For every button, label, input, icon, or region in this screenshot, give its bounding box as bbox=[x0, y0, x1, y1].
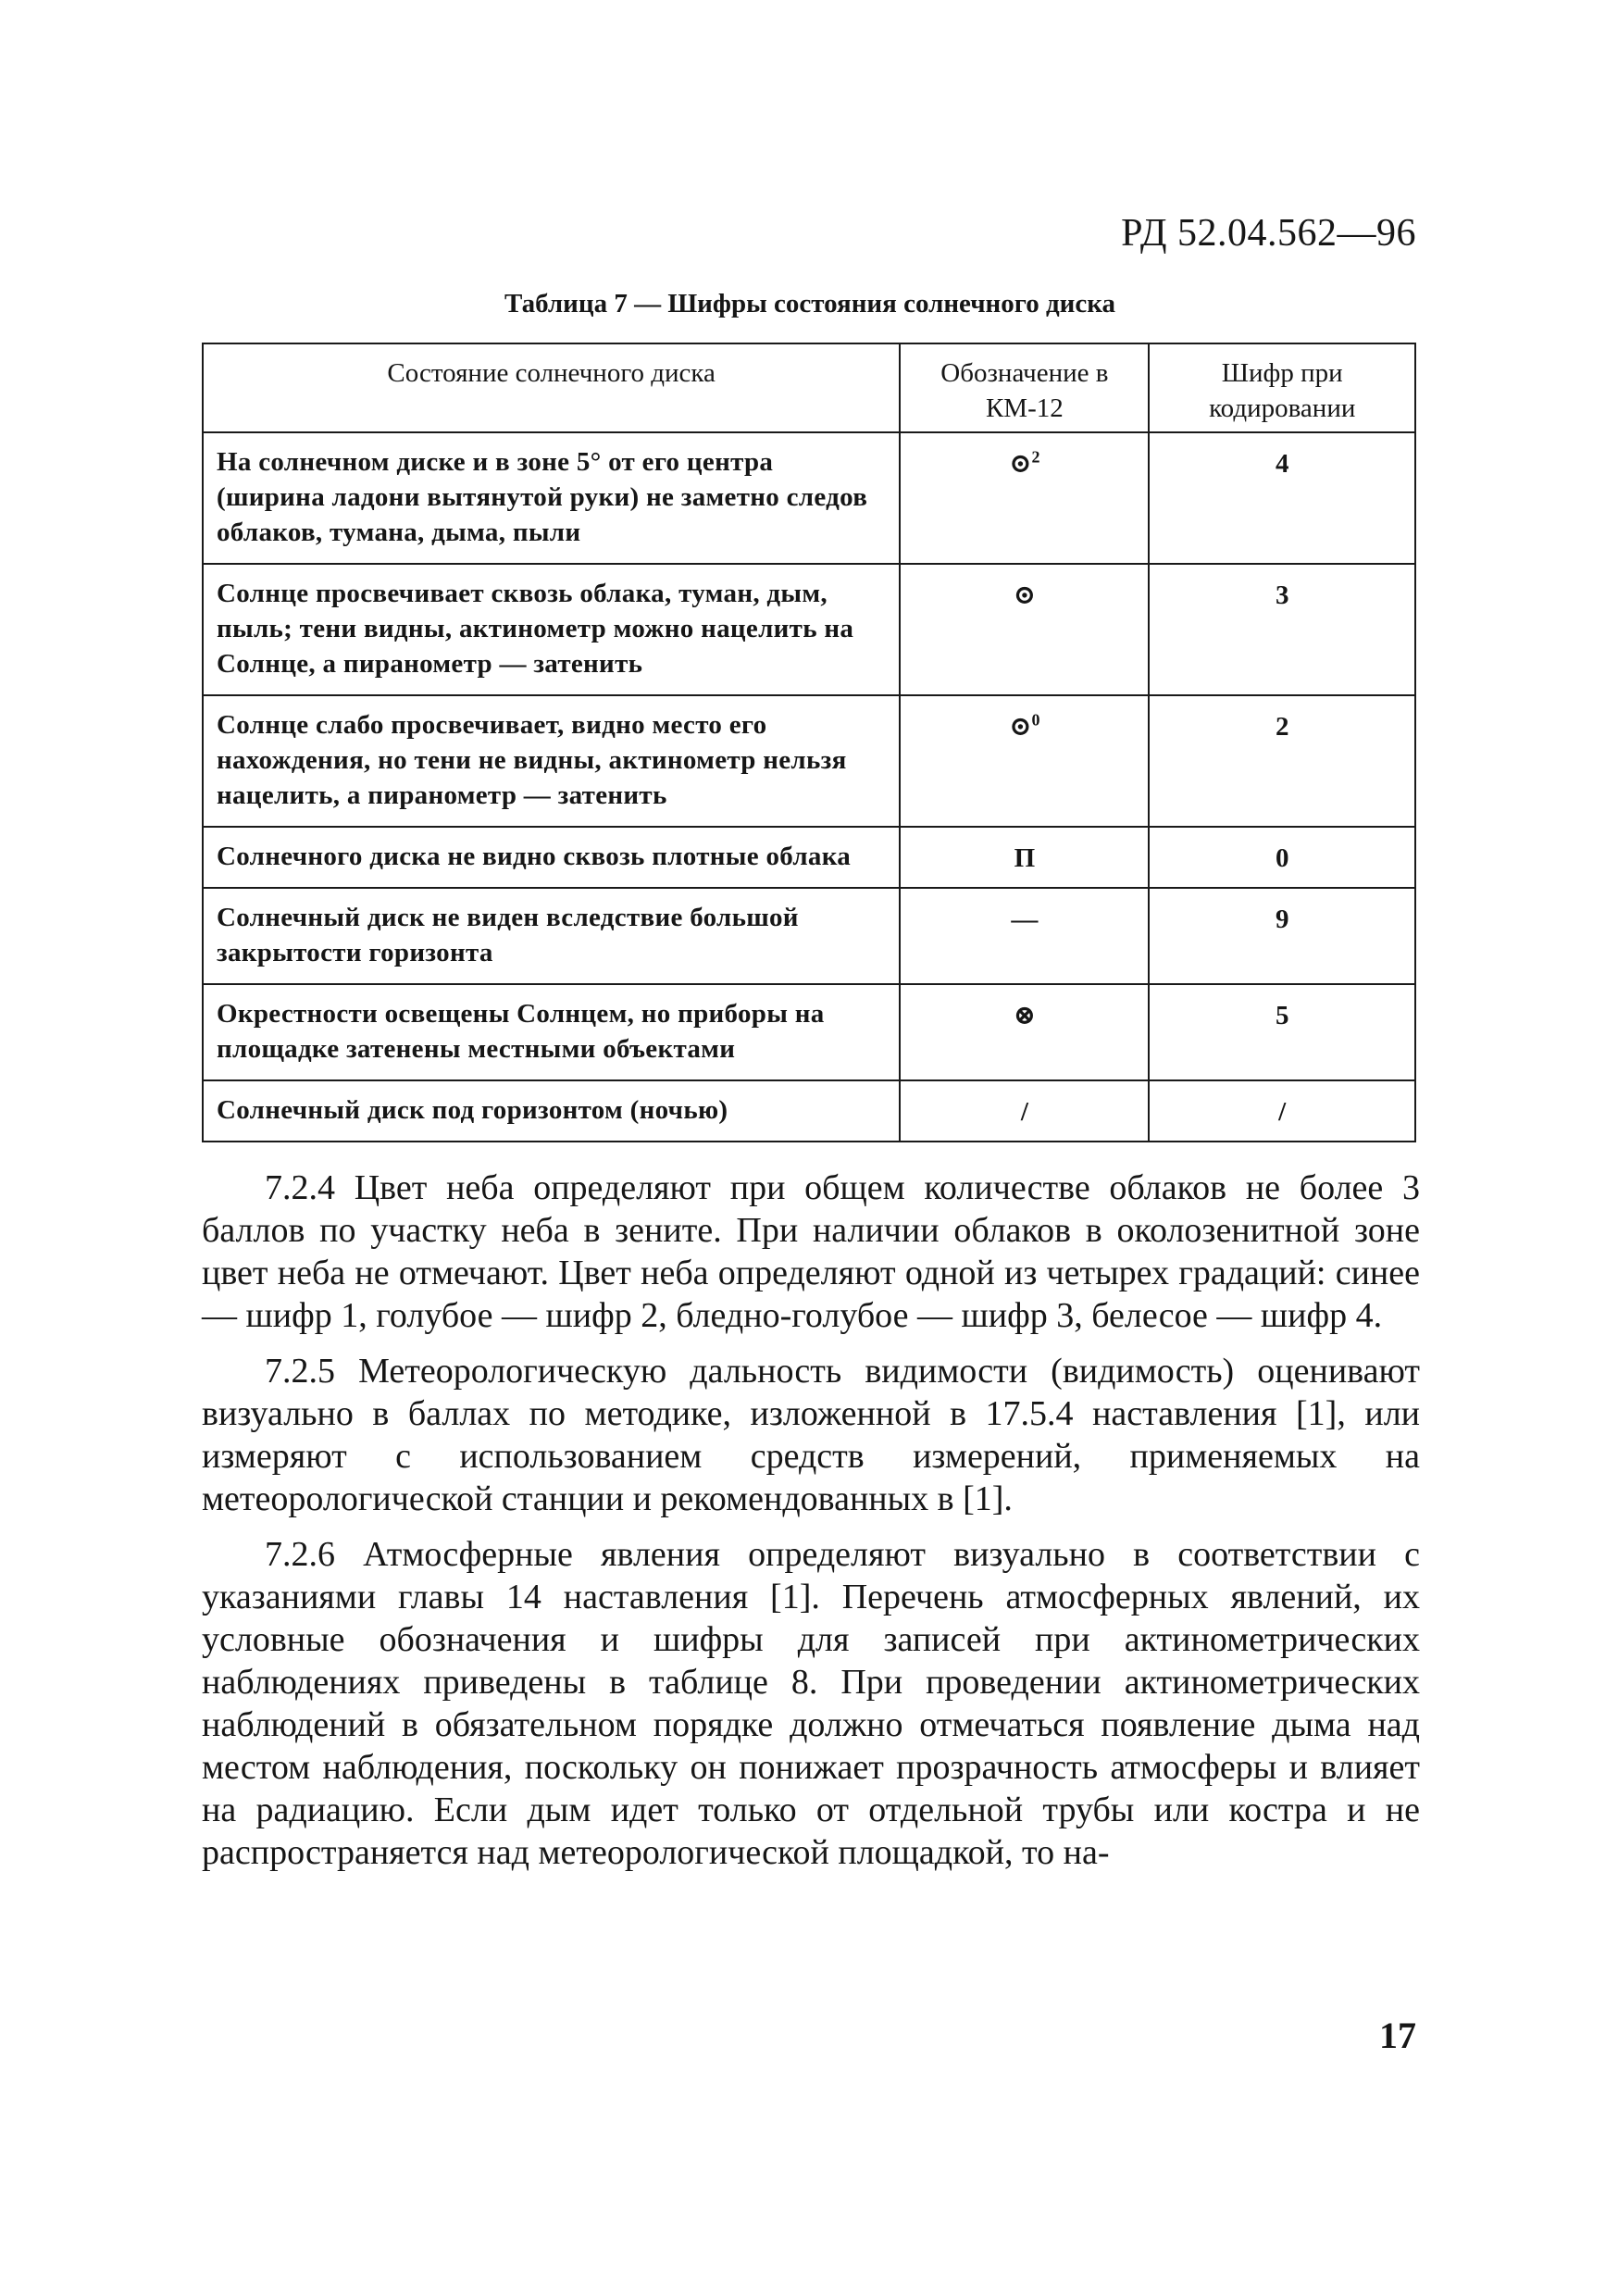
code-cell: 2 bbox=[1149, 695, 1415, 827]
table-row bbox=[203, 827, 1415, 888]
sun-disk-codes-table bbox=[202, 343, 1416, 1142]
symbol-superscript: 0 bbox=[1031, 710, 1040, 730]
state-cell: На солнечном диске и в зоне 5° от его центра (ширина ладони вытянутой руки) не заметно следов облаков, тумана, дыма, пыли bbox=[203, 432, 900, 564]
symbol-superscript: 2 bbox=[1031, 447, 1040, 467]
code-cell: 0 bbox=[1149, 827, 1415, 888]
sun-symbol-icon: ⊙ bbox=[1009, 712, 1032, 742]
table-caption: Таблица 7 — Шифры состояния солнечного диска bbox=[504, 289, 1115, 318]
paragraph-7-2-6: 7.2.6 Атмосферные явления определяют визуально в соответствии с указаниями главы 14 наставления [1]. Перечень атмосферных явлений, их условные обозначения и шифры для записей при актинометрических наблюдениях приведены в таблице 8. При проведении актинометрических наблюдений в обязательном порядке должно отмечаться появление дыма над местом наблюдения, поскольку он понижает прозрачность атмосферы и влияет на радиацию. Если дым идет только от отдельной трубы или костра и не распространяется над метеорологической площадкой, то на- bbox=[202, 1535, 1420, 1872]
symbol-cell bbox=[900, 888, 1149, 984]
table-header-row bbox=[203, 343, 1415, 432]
symbol-cell bbox=[900, 432, 1149, 564]
overcast-symbol-icon: П bbox=[1014, 843, 1036, 873]
code-cell: 4 bbox=[1149, 432, 1415, 564]
sun-symbol-icon: ⊙ bbox=[1013, 580, 1037, 610]
paragraph-7-2-5: 7.2.5 Метеорологическую дальность видимости (видимость) оценивают визуально в баллах по методике, изложенной в 17.5.4 наставления [1], или измеряют с использованием средств измерений, применяемых на метеорологической станции и рекомендованных в [1]. bbox=[202, 1352, 1420, 1518]
column-header-symbol: Обозначение в КМ-12 bbox=[900, 343, 1149, 432]
table-row bbox=[203, 888, 1415, 984]
state-cell: Солнечный диск под горизонтом (ночью) bbox=[203, 1080, 900, 1142]
sun-symbol-icon: ⊙ bbox=[1009, 449, 1032, 479]
table-row bbox=[203, 984, 1415, 1080]
symbol-cell bbox=[900, 695, 1149, 827]
state-cell: Солнечного диска не видно сквозь плотные облака bbox=[203, 827, 900, 888]
column-header-code: Шифр при кодировании bbox=[1149, 343, 1415, 432]
table-row bbox=[203, 432, 1415, 564]
page-number: 17 bbox=[1379, 2015, 1416, 2056]
symbol-cell bbox=[900, 984, 1149, 1080]
table-row bbox=[203, 695, 1415, 827]
state-cell: Окрестности освещены Солнцем, но приборы на площадке затенены местными объектами bbox=[203, 984, 900, 1080]
column-header-state: Состояние солнечного диска bbox=[203, 343, 900, 432]
shaded-sun-symbol-icon: ⊗ bbox=[1013, 1001, 1037, 1030]
code-cell: 3 bbox=[1149, 564, 1415, 695]
code-cell: 5 bbox=[1149, 984, 1415, 1080]
symbol-cell bbox=[900, 564, 1149, 695]
state-cell: Солнце просвечивает сквозь облака, туман, дым, пыль; тени видны, актинометр можно нацелить на Солнце, а пиранометр — затенить bbox=[203, 564, 900, 695]
symbol-cell bbox=[900, 1080, 1149, 1142]
table-row bbox=[203, 564, 1415, 695]
table-row bbox=[203, 1080, 1415, 1142]
code-cell: / bbox=[1149, 1080, 1415, 1142]
document-code: РД 52.04.562—96 bbox=[1121, 212, 1416, 255]
symbol-cell bbox=[900, 827, 1149, 888]
slash-symbol-icon: / bbox=[1020, 1097, 1028, 1127]
code-cell: 9 bbox=[1149, 888, 1415, 984]
state-cell: Солнечный диск не виден вследствие большой закрытости горизонта bbox=[203, 888, 900, 984]
paragraph-7-2-4: 7.2.4 Цвет неба определяют при общем количестве облаков не более 3 баллов по участку неба в зените. При наличии облаков в околозенитной зоне цвет неба не отмечают. Цвет неба определяют одной из четырех градаций: синее — шифр 1, голубое — шифр 2, бледно-голубое — шифр 3, белесое — шифр 4. bbox=[202, 1168, 1420, 1335]
dash-symbol-icon: — bbox=[1011, 905, 1039, 934]
body-text bbox=[202, 1167, 1420, 1887]
state-cell: Солнце слабо просвечивает, видно место его нахождения, но тени не видны, актинометр нельзя нацелить, а пиранометр — затенить bbox=[203, 695, 900, 827]
